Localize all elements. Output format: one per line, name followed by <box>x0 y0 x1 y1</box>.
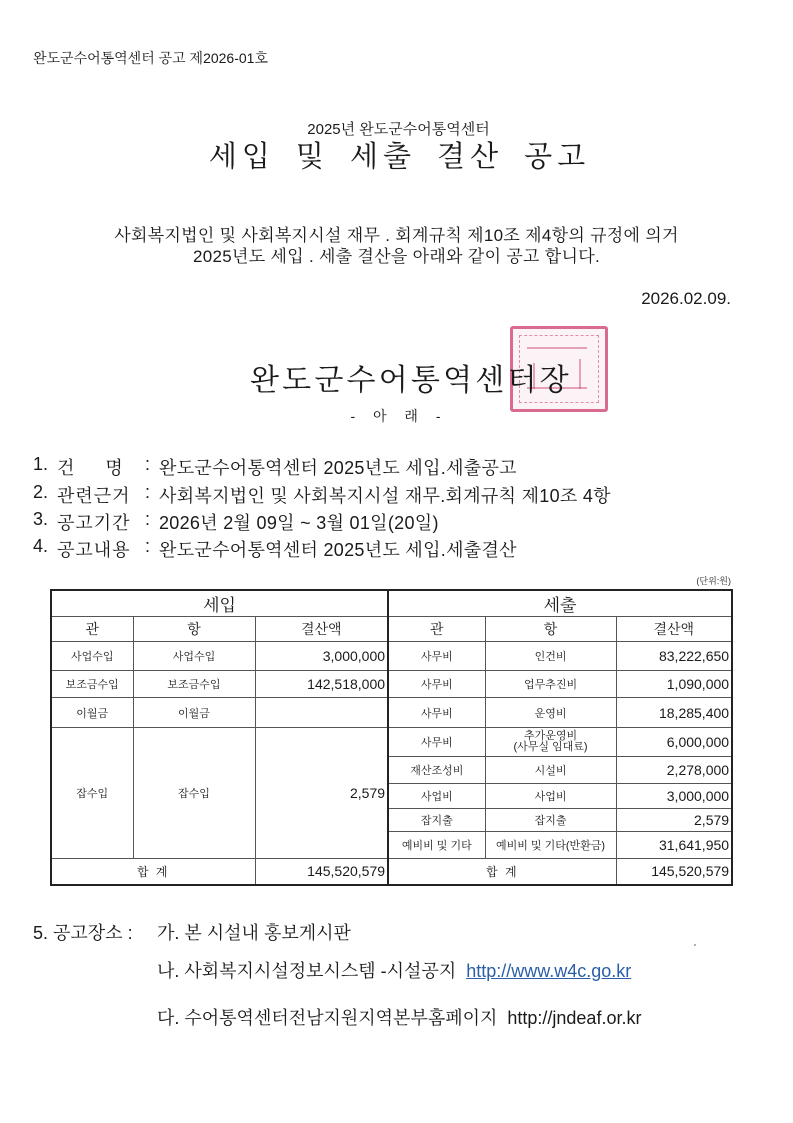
document-subtitle: 2025년 완도군수어통역센터 <box>307 121 490 138</box>
item-colon: : <box>145 454 151 474</box>
info-item-basis <box>33 482 611 508</box>
expense-gwan: 사업비 <box>388 784 485 809</box>
item-label: 공고내용 <box>57 540 131 560</box>
income-hang: 보조금수입 <box>133 671 255 698</box>
posting-place-c-text: 다. 수어통역센터전남지원지역본부홈페이지 <box>157 1008 498 1028</box>
expense-gwan: 사무비 <box>388 698 485 728</box>
table-total-row <box>51 859 732 885</box>
income-gwan: 보조금수입 <box>51 671 133 698</box>
expense-gwan: 사무비 <box>388 728 485 757</box>
intro-line-2: 2025년도 세입 . 세출 결산을 아래와 같이 공고 합니다. <box>193 247 600 266</box>
income-header-amount: 결산액 <box>255 617 388 642</box>
expense-header-hang: 항 <box>485 617 616 642</box>
income-total-amount: 145,520,579 <box>255 859 388 885</box>
income-total-label: 합 계 <box>51 859 255 885</box>
jndeaf-url: http://jndeaf.or.kr <box>507 1008 642 1028</box>
expense-gwan: 예비비 및 기타 <box>388 832 485 859</box>
item-value: 2026년 2월 09일 ~ 3월 01일(20일) <box>159 513 439 533</box>
expense-amount: 2,278,000 <box>616 757 732 784</box>
document-number: 완도군수어통역센터 공고 제2026-01호 <box>33 50 268 66</box>
expense-amount: 2,579 <box>616 809 732 832</box>
expense-amount: 83,222,650 <box>616 642 732 671</box>
item-value: 사회복지법인 및 사회복지시설 재무.회계규칙 제10조 4항 <box>159 486 611 506</box>
item-value: 완도군수어통역센터 2025년도 세입.세출결산 <box>159 540 517 560</box>
expense-hang-sub: (사무실 임대료) <box>513 741 588 753</box>
item-number: 1. <box>33 454 49 474</box>
expense-hang-main: 추가운영비 <box>523 730 578 742</box>
income-amount: 3,000,000 <box>255 642 388 671</box>
item-label: 건 명 <box>57 458 124 478</box>
item-number: 4. <box>33 536 49 556</box>
item-label: 관련근거 <box>57 486 131 506</box>
intro-line-1: 사회복지법인 및 사회복지시설 재무 . 회계규칙 제10조 제4항의 규정에 의거 <box>114 226 679 245</box>
income-gwan: 이월금 <box>51 698 133 728</box>
info-item-period <box>33 509 439 535</box>
expense-hang: 시설비 <box>485 757 616 784</box>
settlement-table <box>50 589 733 886</box>
notice-date: 2026.02.09. <box>641 289 731 308</box>
seal-mark <box>527 347 587 349</box>
expense-hang <box>485 728 616 757</box>
expense-gwan: 잡지출 <box>388 809 485 832</box>
document-title: 세입 및 세출 결산 공고 <box>208 141 591 173</box>
posting-place-b <box>157 957 631 983</box>
expense-total-label: 합 계 <box>388 859 616 885</box>
income-gwan: 사업수입 <box>51 642 133 671</box>
item-label: 공고기간 <box>57 513 131 533</box>
posting-place-c <box>157 1004 641 1030</box>
expense-gwan: 사무비 <box>388 642 485 671</box>
expense-header-gwan: 관 <box>388 617 485 642</box>
table-row <box>51 642 732 671</box>
income-amount: 142,518,000 <box>255 671 388 698</box>
expense-section-title: 세출 <box>388 590 732 617</box>
item-value: 완도군수어통역센터 2025년도 세입.세출공고 <box>159 458 517 478</box>
income-header-hang: 항 <box>133 617 255 642</box>
income-hang: 이월금 <box>133 698 255 728</box>
expense-hang: 예비비 및 기타(반환금) <box>485 832 616 859</box>
posting-place-label: 5. 공고장소 : <box>33 923 133 943</box>
expense-hang: 업무추진비 <box>485 671 616 698</box>
income-hang: 잡수입 <box>133 728 255 859</box>
expense-hang: 운영비 <box>485 698 616 728</box>
expense-hang: 인건비 <box>485 642 616 671</box>
expense-amount: 31,641,950 <box>616 832 732 859</box>
expense-gwan: 재산조성비 <box>388 757 485 784</box>
posting-place-a: 가. 본 시설내 홍보게시판 <box>157 923 351 943</box>
income-amount: 2,579 <box>255 728 388 859</box>
expense-gwan: 사무비 <box>388 671 485 698</box>
income-amount <box>255 698 388 728</box>
info-item-title <box>33 454 517 480</box>
income-hang: 사업수입 <box>133 642 255 671</box>
expense-total-amount: 145,520,579 <box>616 859 732 885</box>
section-divider-label: - 아 래 - <box>350 408 443 424</box>
signer-name: 완도군수어통역센터장 <box>250 364 572 397</box>
table-row <box>51 671 732 698</box>
item-colon: : <box>145 509 151 529</box>
income-gwan: 잡수입 <box>51 728 133 859</box>
expense-amount: 18,285,400 <box>616 698 732 728</box>
posting-place-b-text: 나. 사회복지시설정보시스템 -시설공지 <box>157 961 457 981</box>
scan-speck <box>694 944 696 946</box>
income-header-gwan: 관 <box>51 617 133 642</box>
table-row <box>51 698 732 728</box>
expense-amount: 6,000,000 <box>616 728 732 757</box>
item-number: 3. <box>33 509 49 529</box>
expense-header-amount: 결산액 <box>616 617 732 642</box>
item-number: 2. <box>33 482 49 502</box>
expense-amount: 3,000,000 <box>616 784 732 809</box>
seal-mark <box>579 359 581 389</box>
unit-label: (단위:원) <box>696 576 731 586</box>
item-colon: : <box>145 482 151 502</box>
expense-hang: 잡지출 <box>485 809 616 832</box>
info-item-content <box>33 536 517 562</box>
w4c-link[interactable]: http://www.w4c.go.kr <box>466 961 632 981</box>
expense-hang: 사업비 <box>485 784 616 809</box>
table-row <box>51 728 732 757</box>
income-section-title: 세입 <box>51 590 388 617</box>
item-colon: : <box>145 536 151 556</box>
expense-amount: 1,090,000 <box>616 671 732 698</box>
